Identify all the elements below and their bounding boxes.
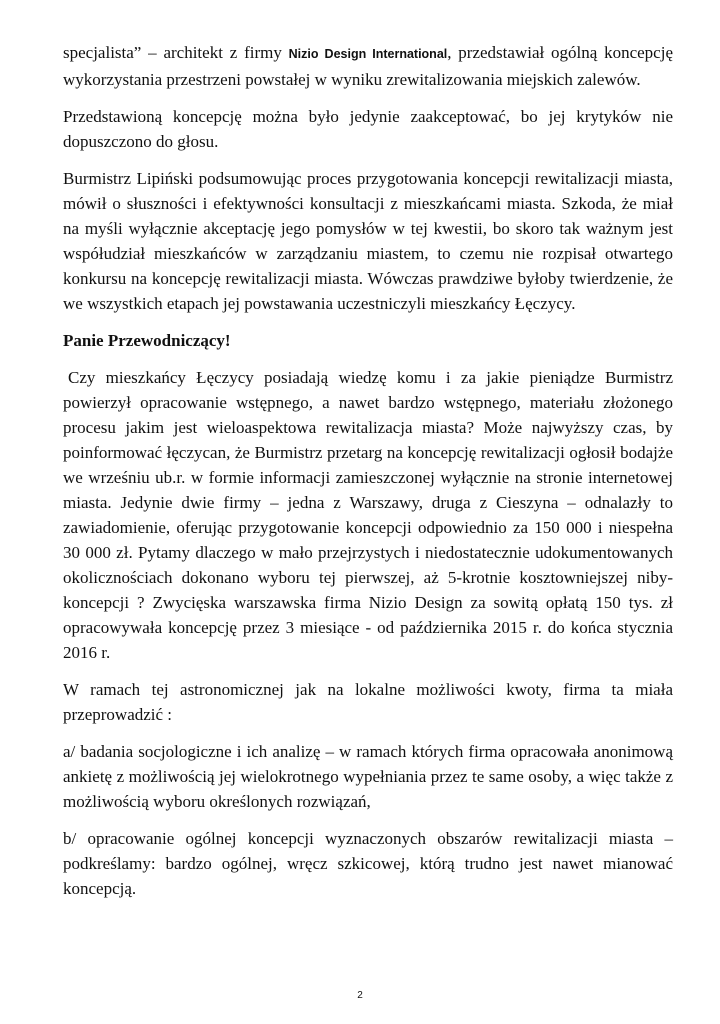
document-page	[63, 40, 673, 913]
list-item-b: b/ opracowanie ogólnej koncepcji wyznaczonych obszarów rewitalizacji miasta – podkreślamy: bardzo ogólnej, wręcz szkicowej, którą trudno jest nawet mianować koncepcją.	[63, 829, 673, 898]
paragraph-concept-accepted: Przedstawioną koncepcję można było jedynie zaakceptować, bo jej krytyków nie dopuszczono do głosu.	[63, 107, 673, 151]
paragraph-architect-before: specjalista” – architekt z firmy	[63, 43, 289, 62]
paragraph-mayor-summary: Burmistrz Lipiński podsumowując proces przygotowania koncepcji rewitalizacji miasta, mówił o słuszności i efektywności konsultacji z mieszkańcami miasta. Szkoda, że miał na myśli wyłącznie akceptację jego pomysłów w tej kwestii, bo skoro tak ważnym jest współudział mieszkańców w zarządzaniu miastem, to czemu nie rozpisał otwartego konkursu na koncepcję rewitalizacji miasta. Wówczas prawdziwe byłoby twierdzenie, że we wszystkich etapach jej powstawania uczestniczyli mieszkańcy Łęczycy.	[63, 169, 673, 313]
paragraph-architect	[63, 40, 673, 92]
paragraph-architect-after: , przedstawiał ogólną koncepcję wykorzystania przestrzeni powstałej w wyniku zrewitalizowania miejskich zalewów.	[63, 43, 673, 89]
paragraph-scope-intro: W ramach tej astronomicznej jak na lokalne możliwości kwoty, firma ta miała przeprowadzić :	[63, 680, 673, 724]
list-item-a: a/ badania socjologiczne i ich analizę – w ramach których firma opracowała anonimową ankietę z możliwością jej wielokrotnego wypełniania przez te same osoby, a więc także z możliwością wyboru określonych rozwiązań,	[63, 742, 673, 811]
paragraph-questions: Czy mieszkańcy Łęczycy posiadają wiedzę komu i za jakie pieniądze Burmistrz powierzył opracowanie wstępnego, a nawet bardzo wstępnego, materiału złożonego procesu jakim jest wieloaspektowa rewitalizacja miasta? Może najwyższy czas, by poinformować łęczycan, że Burmistrz przetarg na koncepcję rewitalizacji ogłosił bodajże we wrześniu ub.r. w formie informacji zamieszczonej wyłącznie na stronie internetowej miasta. Jedynie dwie firmy – jedna z Warszawy, druga z Cieszyna – odnalazły to zawiadomienie, oferując przygotowanie koncepcji odpowiednio za 150 000 i niespełna 30 000 zł. Pytamy dlaczego w mało przejrzystych i niedostatecznie udokumentowanych okolicznościach dokonano wyboru tej pierwszej, aż 5-krotnie kosztowniejszej niby-koncepcji ? Zwycięska warszawska firma Nizio Design za sowitą opłatą 150 tys. zł opracowywała koncepcję przez 3 miesiące - od października 2015 r. do końca stycznia 2016 r.	[63, 368, 673, 662]
firm-name: Nizio Design International	[288, 47, 448, 61]
heading-chairman: Panie Przewodniczący!	[63, 331, 231, 350]
page-number: 2	[357, 990, 363, 1001]
